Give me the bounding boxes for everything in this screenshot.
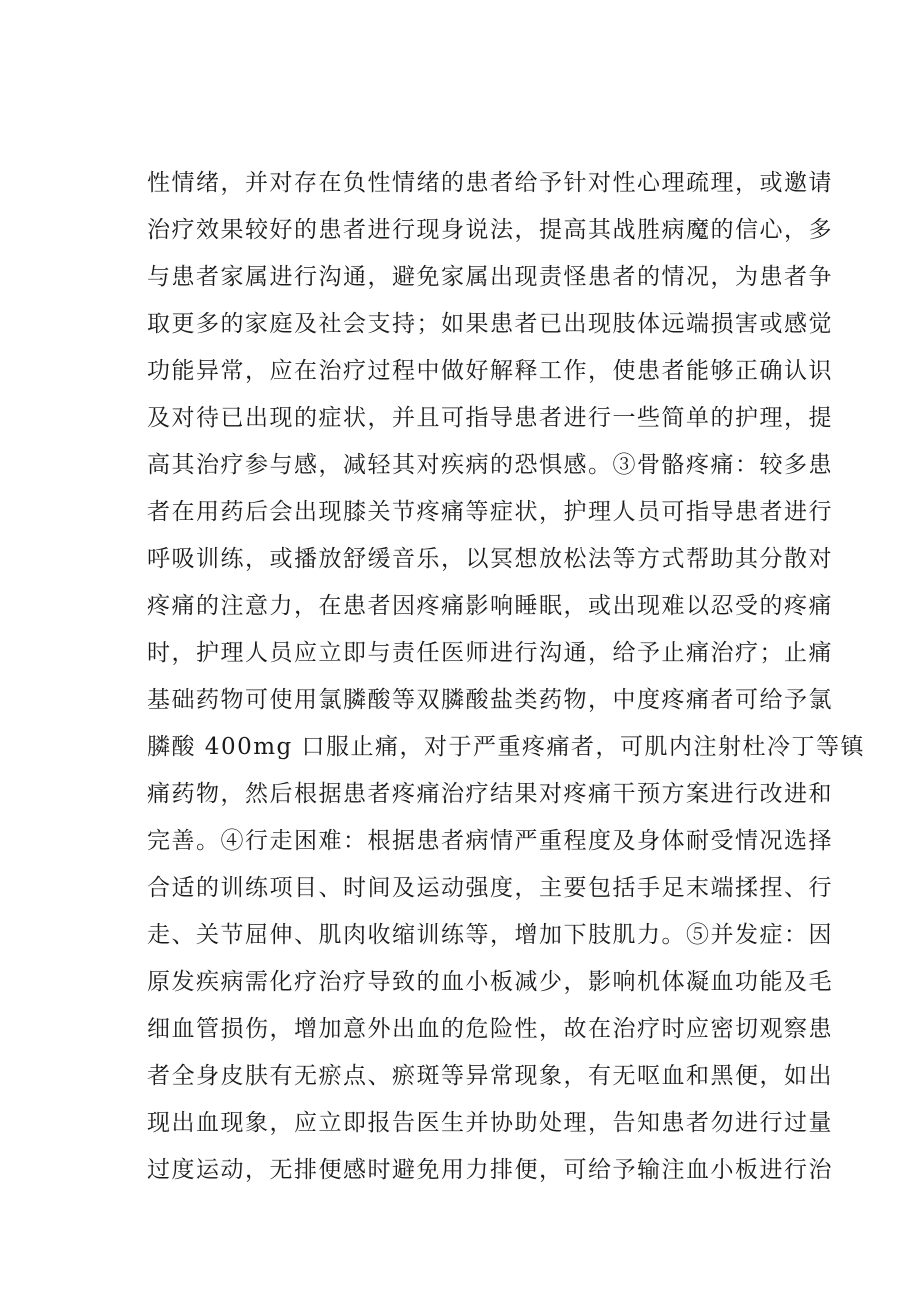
text-line-1: 性情绪，并对存在负性情绪的患者给予针对性心理疏理，或邀请: [147, 170, 833, 196]
text-line-17: 走、关节屈伸、肌肉收缩训练等，增加下肢肌力。⑤并发症：因: [147, 922, 833, 948]
text-line-18: 原发疾病需化疗治疗导致的血小板减少，影响机体凝血功能及毛: [147, 969, 833, 995]
text-line-8: 者在用药后会出现膝关节疼痛等症状，护理人员可指导患者进行: [147, 499, 833, 525]
text-line-9: 呼吸训练，或播放舒缓音乐，以冥想放松法等方式帮助其分散对: [147, 546, 833, 572]
text-line-14: 痛药物，然后根据患者疼痛治疗结果对疼痛干预方案进行改进和: [147, 781, 833, 807]
text-line-10: 疼痛的注意力，在患者因疼痛影响睡眠，或出现难以忍受的疼痛: [147, 593, 833, 619]
text-line-4: 取更多的家庭及社会支持；如果患者已出现肢体远端损害或感觉: [147, 311, 833, 337]
text-line-7: 高其治疗参与感，减轻其对疾病的恐惧感。③骨骼疼痛：较多患: [147, 452, 833, 478]
text-line-20: 者全身皮肤有无瘀点、瘀斑等异常现象，有无呕血和黑便，如出: [147, 1063, 833, 1089]
text-line-12: 基础药物可使用氯膦酸等双膦酸盐类药物，中度疼痛者可给予氯: [147, 687, 833, 713]
text-line-13: 膦酸 400mg 口服止痛，对于严重疼痛者，可肌内注射杜冷丁等镇: [147, 734, 866, 760]
text-line-11: 时，护理人员应立即与责任医师进行沟通，给予止痛治疗；止痛: [147, 640, 833, 666]
text-line-22: 过度运动，无排便感时避免用力排便，可给予输注血小板进行治: [147, 1157, 833, 1183]
text-line-5: 功能异常，应在治疗过程中做好解释工作，使患者能够正确认识: [147, 358, 833, 384]
text-line-15: 完善。④行走困难：根据患者病情严重程度及身体耐受情况选择: [147, 828, 833, 854]
text-line-3: 与患者家属进行沟通，避免家属出现责怪患者的情况，为患者争: [147, 264, 833, 290]
text-line-19: 细血管损伤，增加意外出血的危险性，故在治疗时应密切观察患: [147, 1016, 833, 1042]
text-line-2: 治疗效果较好的患者进行现身说法，提高其战胜病魔的信心，多: [147, 217, 833, 243]
text-line-16: 合适的训练项目、时间及运动强度，主要包括手足末端揉捏、行: [147, 875, 833, 901]
body-paragraph: [147, 160, 866, 1194]
text-line-6: 及对待已出现的症状，并且可指导患者进行一些简单的护理，提: [147, 405, 833, 431]
text-line-21: 现出血现象，应立即报告医生并协助处理，告知患者勿进行过量: [147, 1110, 833, 1136]
